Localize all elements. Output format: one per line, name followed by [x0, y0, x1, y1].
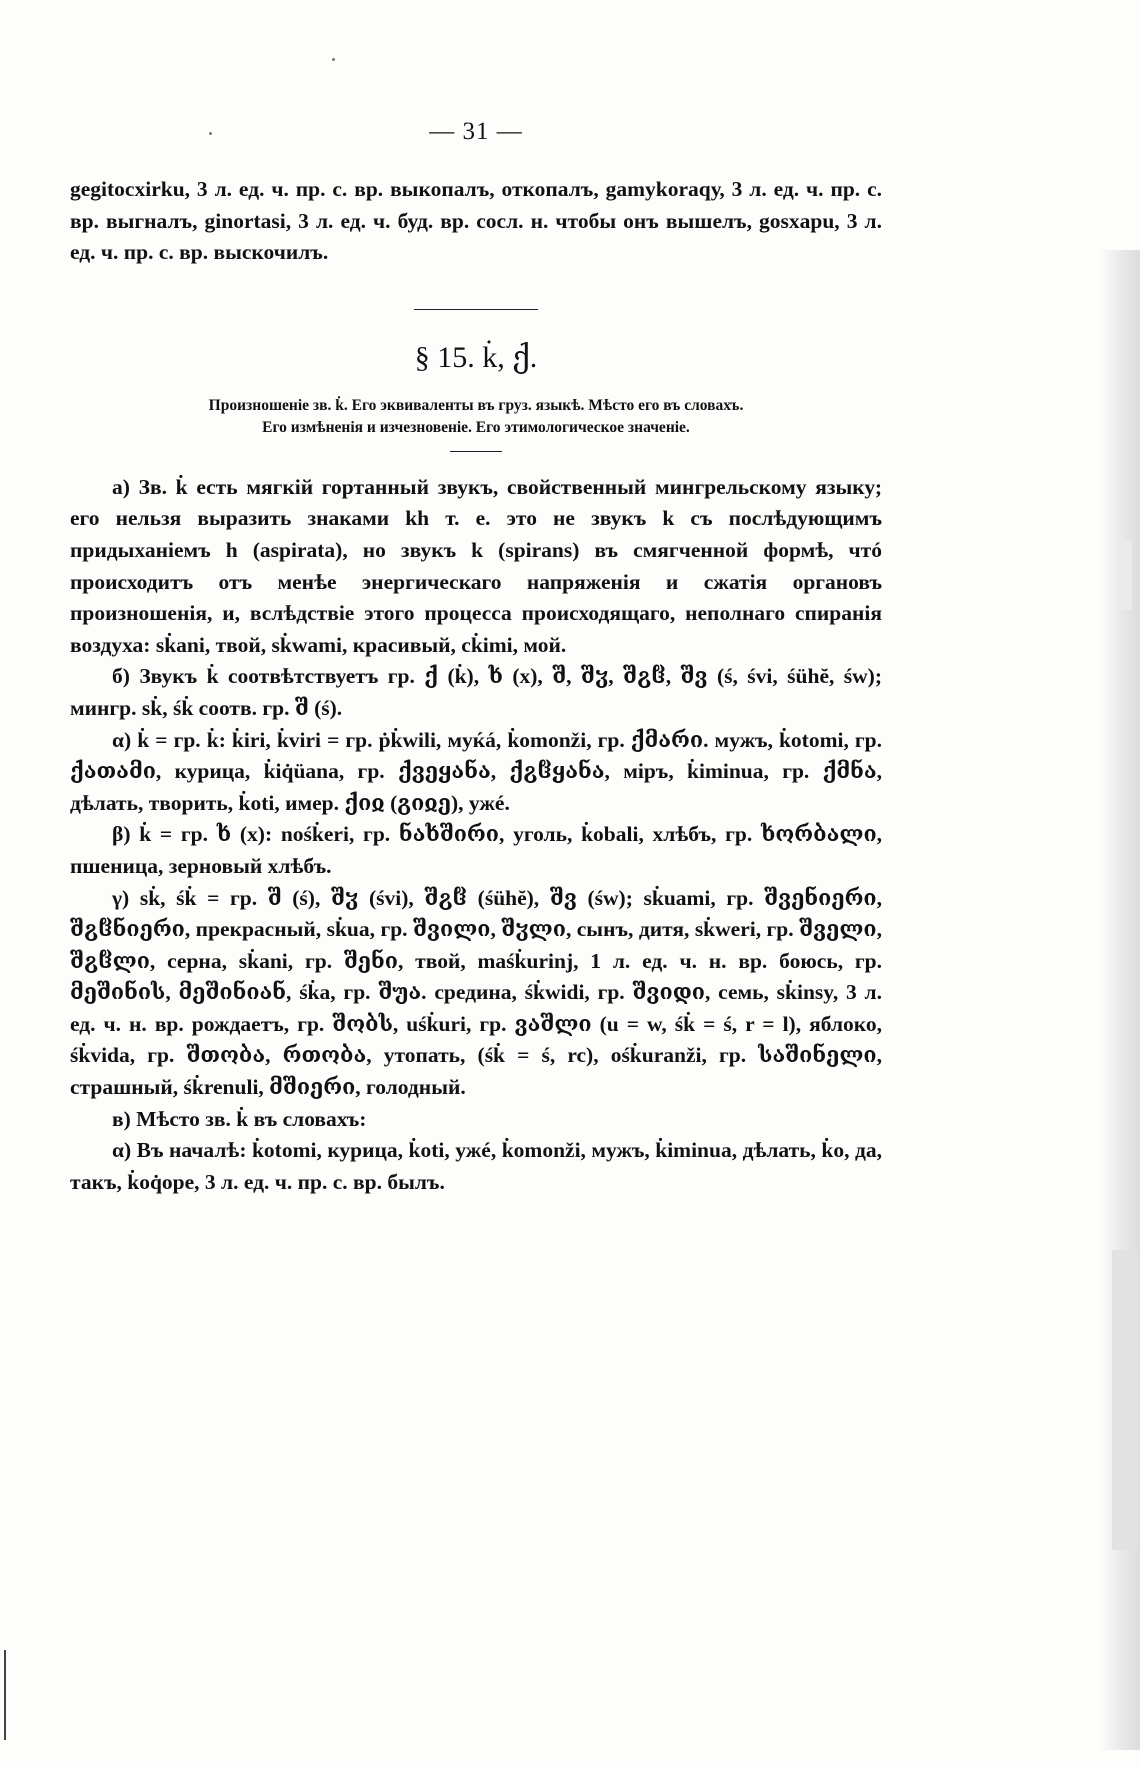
- scan-binding-mark: [4, 1650, 6, 1740]
- paragraph-v-alpha: α) Въ началѣ: k̇otomi, курица, k̇oti, ужé, k̇omonži, мужъ, k̇iminua, дѣлать, k̇o, да, такъ, k̇oq̇ope, 3 л. ед. ч. пр. с. вр. былъ.: [70, 1138, 882, 1194]
- page-number: — 31 —: [429, 118, 523, 145]
- paragraph-gamma: γ) sk̇, śk̇ = гр. შ (ś), შჳ (śvi), შჷჱ (śühĕ), შვ (św); sk̇uami, гр. შვენიერი, შჷჱნიერი, прекрасный, sk̇ua, гр. შვილი, შჳლი, сынъ, дитя, sk̇weri, гр. შველი, შჷჱლი, серна, sk̇ani, гр. შენი, твой, maśk̇urinj, 1 л. ед. ч. н. вр. боюсь, гр. მეშინის, მეშინიან, śk̇a, гр. შუა. средина, śk̇widi, гр. შვიდი, семь, sk̇insy, 3 л. ед. ч. н. вр. рождаетъ, гр. შობს, uśk̇uri, гр. ვაშლი (u = w, śk̇ = ś, r = l), яблоко, śk̇vida, гр. შთობა, რთობა, утопать, (śk̇ = ś, rc), ośk̇uranži, гр. საშინელი, страшный, śk̇renuli, მშიერი, голодный.: [70, 885, 882, 1100]
- summary-divider: [450, 451, 502, 452]
- scan-speck: [332, 58, 335, 61]
- section-heading: § 15. k̇, ქ.: [414, 340, 538, 374]
- section-divider: [414, 309, 538, 310]
- section-summary-line-1: Произношеніе зв. k̇. Его эквиваленты въ груз. языкѣ. Мѣсто его въ словахъ.: [208, 396, 744, 414]
- intro-paragraph: gegitocxirku, 3 л. ед. ч. пр. с. вр. выкопалъ, откопалъ, gamykoraqу, 3 л. ед. ч. пр. с. вр. выгналъ, ginortasi, 3 л. ед. ч. буд. вр. сосл. н. чтобы онъ вышелъ, gosxapu, 3 л. ед. ч. пр. с. вр. выскочилъ.: [70, 177, 882, 265]
- paragraph-alpha: α) k̇ = гр. k̇: k̇iri, k̇viri = гр. ṗk̇wili, муќá, k̇omonži, гр. ქმარი. мужъ, k̇otomi, гр. ქათამი, курица, k̇iq̇üana, гр. ქვეყანა, ქჷჱყანა, міръ, k̇iminua, гр. ქმნა, дѣлать, творить, k̇oti, имер. ქიჲ (გიჲე), ужé.: [70, 727, 882, 815]
- paragraph-v: в) Мѣсто зв. k̇ въ словахъ:: [112, 1106, 367, 1131]
- paragraph-a: а) Зв. k̇ есть мягкій гортанный звукъ, свойственный мингрельскому языку; его нельзя выразить знаками kh т. е. это не звукъ k съ послѣдующимъ придыханіемъ h (aspirata), но звукъ k (spirans) въ смягченной формѣ, чтó происходитъ отъ менѣе энергическаго напряженія и сжатія органовъ произношенія, и, вслѣдствіе этого процесса происходящаго, неполнаго спиранія воздуха: sk̇ani, твой, sk̇wami, красивый, ck̇imi, мой.: [70, 474, 882, 657]
- paragraph-b: б) Звукъ k̇ соотвѣтствуетъ гр. ქ (k̇), ხ (x), შ, შჳ, შჷჱ, შვ (ś, śvi, śühĕ, św); мингр. sk̇, śk̇ соотв. гр. შ (ś).: [70, 664, 882, 720]
- section-summary-line-2: Его измѣненія и изчезновеніе. Его этимологическое значеніе.: [262, 418, 690, 436]
- scan-shadow-mark: [1120, 540, 1132, 610]
- paragraph-beta: β) k̇ = гр. ხ (x): nośk̇eri, гр. ნახშირი, уголь, k̇obali, хлѣбъ, гр. ხორბალი, пшеница, зерновый хлѣбъ.: [70, 822, 882, 878]
- scan-shadow-mark-lower: [1112, 1250, 1138, 1550]
- page-body: [70, 118, 882, 1198]
